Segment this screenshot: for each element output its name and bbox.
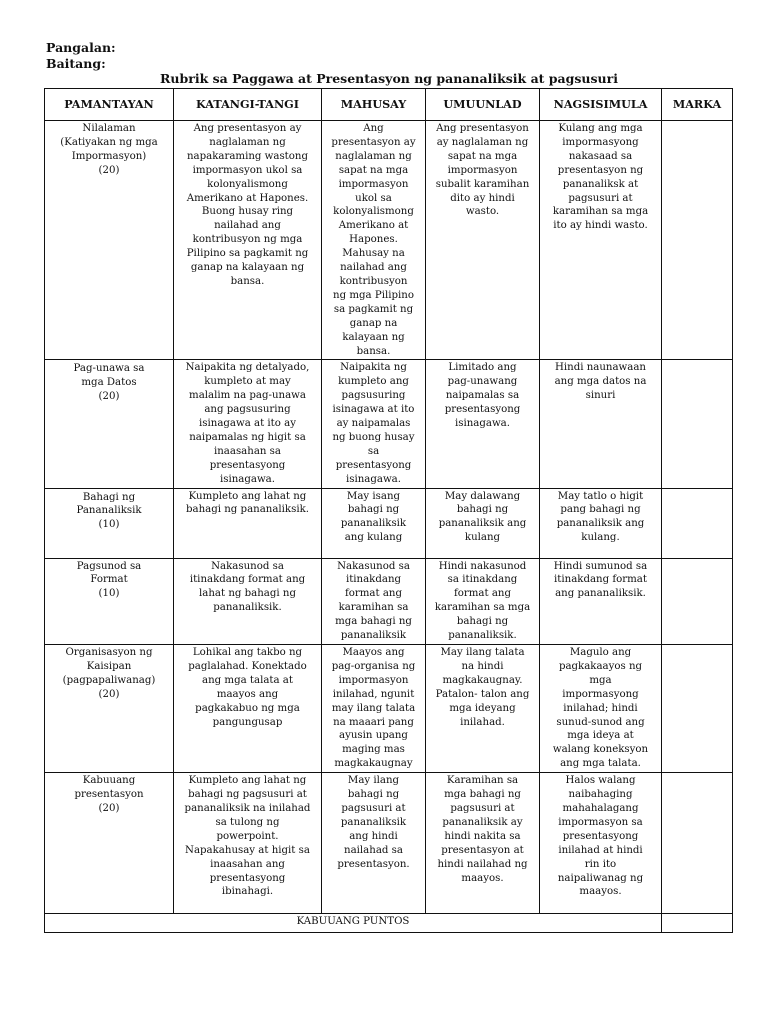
rubric-cell bbox=[426, 488, 540, 558]
rubric-cell bbox=[174, 121, 322, 360]
rubric-cell bbox=[426, 645, 540, 773]
criterion-cell bbox=[45, 645, 174, 773]
col-header-umuunlad: UMUUNLAD bbox=[426, 89, 540, 121]
cell-text: May dalawang bahagi ng pananaliksik ang kulang bbox=[438, 490, 527, 544]
cell-text: May ilang bahagi ng pagsusuri at pananaliksik ang hindi nailahad sa presentasyon. bbox=[337, 775, 410, 870]
score-cell[interactable] bbox=[662, 558, 733, 644]
criterion-cell bbox=[45, 773, 174, 914]
cell-text: Ang presentasyon ay naglalaman ng sapat na mga impormasyon ukol sa kolonyalismong Amerikano at Hapones. Mahusay na nailahad ang kontribusyon ng mga Pilipino sa pagkamit ng ganap na kalayaan ng bansa. bbox=[331, 123, 416, 357]
header-row bbox=[45, 89, 733, 121]
cell-text: Karamihan sa mga bahagi ng pagsusuri at pananaliksik ay hindi nakita sa presentasyon at hindi nailahad ng maayos. bbox=[437, 775, 528, 884]
cell-text: May tatlo o higit pang bahagi ng pananaliksik ang kulang. bbox=[556, 490, 645, 544]
criterion-text: Bahagi ng Pananaliksik (10) bbox=[76, 491, 142, 531]
cell-text: Hindi sumunod sa itinakdang format ang pananaliksik. bbox=[553, 560, 648, 600]
rubric-cell bbox=[540, 121, 662, 360]
rubric-table bbox=[44, 88, 733, 933]
criterion-text: Organisasyon ng Kaisipan (pagpapaliwanag) (20) bbox=[62, 647, 156, 700]
rubric-cell bbox=[322, 773, 426, 914]
total-score-cell[interactable] bbox=[662, 914, 733, 933]
cell-text: Maayos ang pag-organisa ng impormasyon inilahad, ngunit may ilang talata na maaari pang ayusin upang maging mas magkakaugnay bbox=[331, 647, 416, 770]
cell-text: Naipakita ng kumpleto ang pagsusuring isinagawa at ito ay naipamalas ng buong husay sa presentasyong isinagawa. bbox=[332, 362, 415, 485]
rubric-cell bbox=[426, 360, 540, 488]
score-cell[interactable] bbox=[662, 360, 733, 488]
rubric-title: Rubrik sa Paggawa at Presentasyon ng pananaliksik at pagsusuri bbox=[160, 71, 618, 86]
table-row bbox=[45, 645, 733, 773]
cell-text: Hindi naunawaan ang mga datos na sinuri bbox=[554, 362, 647, 402]
cell-text: Nakasunod sa itinakdang format ang karamihan sa mga bahagi ng pananaliksik bbox=[335, 560, 412, 642]
cell-text: Nakasunod sa itinakdang format ang lahat ng bahagi ng pananaliksik. bbox=[189, 560, 306, 614]
rubric-cell bbox=[174, 558, 322, 644]
score-cell[interactable] bbox=[662, 645, 733, 773]
grade-label: Baitang: bbox=[46, 56, 106, 71]
criterion-cell bbox=[45, 121, 174, 360]
cell-text: Naipakita ng detalyado, kumpleto at may malalim na pag-unawa ang pagsusuring isinagawa at ito ay naipamalas ng higit sa inaasahan sa presentasyong isinagawa. bbox=[185, 362, 310, 485]
rubric-cell bbox=[322, 121, 426, 360]
rubric-cell bbox=[540, 645, 662, 773]
score-cell[interactable] bbox=[662, 773, 733, 914]
criterion-cell bbox=[45, 558, 174, 644]
criterion-cell bbox=[45, 488, 174, 558]
rubric-cell bbox=[540, 360, 662, 488]
col-header-nagsisimula: NAGSISIMULA bbox=[540, 89, 662, 121]
cell-text: Lohikal ang takbo ng paglalahad. Konektado ang mga talata at maayos ang pagkakabuo ng mga pangungusap bbox=[188, 647, 307, 728]
cell-text: Ang presentasyon ay naglalaman ng sapat na mga impormasyon subalit karamihan dito ay hindi wasto. bbox=[435, 123, 530, 218]
criterion-cell bbox=[45, 360, 174, 488]
table-row bbox=[45, 488, 733, 558]
cell-text: Hindi nakasunod sa itinakdang format ang karamihan sa mga bahagi ng pananaliksik. bbox=[434, 560, 531, 642]
score-cell[interactable] bbox=[662, 121, 733, 360]
col-header-katangi-tangi: KATANGI-TANGI bbox=[174, 89, 322, 121]
cell-text: Limitado ang pag-unawang naipamalas sa presentasyong isinagawa. bbox=[444, 362, 521, 430]
col-header-mahusay: MAHUSAY bbox=[322, 89, 426, 121]
rubric-cell bbox=[322, 360, 426, 488]
rubric-cell bbox=[322, 645, 426, 773]
criterion-text: Pagsunod sa Format (10) bbox=[76, 560, 142, 600]
name-label: Pangalan: bbox=[46, 40, 116, 55]
cell-text: May ilang talata na hindi magkakaugnay. Patalon- talon ang mga ideyang inilahad. bbox=[435, 647, 530, 728]
total-points-label: KABUUANG PUNTOS bbox=[45, 914, 662, 933]
cell-text: Kumpleto ang lahat ng bahagi ng pagsusuri at pananaliksik na inilahad sa tulong ng powerpoint. Napakahusay at higit sa inaasahan ang presentasyong ibinahagi. bbox=[184, 775, 311, 898]
rubric-cell bbox=[322, 558, 426, 644]
table-row bbox=[45, 121, 733, 360]
cell-text: May isang bahagi ng pananaliksik ang kulang bbox=[340, 490, 407, 544]
col-header-pamantayan: PAMANTAYAN bbox=[45, 89, 174, 121]
rubric-cell bbox=[174, 360, 322, 488]
col-header-marka: MARKA bbox=[662, 89, 733, 121]
rubric-cell bbox=[540, 773, 662, 914]
rubric-cell bbox=[540, 488, 662, 558]
rubric-cell bbox=[426, 773, 540, 914]
rubric-cell bbox=[540, 558, 662, 644]
cell-text: Halos walang naibahaging mahahalagang impormasyon sa presentasyong inilahad at hindi rin ito naipaliwanag ng maayos. bbox=[557, 775, 644, 898]
table-row bbox=[45, 360, 733, 488]
cell-text: Magulo ang pagkakaayos ng mga impormasyong inilahad; hindi sunud-sunod ang mga ideya at walang koneksyon ang mga talata. bbox=[552, 647, 649, 770]
criterion-text: Kabuuang presentasyon (20) bbox=[74, 775, 144, 814]
criterion-text: Nilalaman (Katiyakan ng mga Impormasyon) (20) bbox=[60, 123, 158, 176]
cell-text: Kulang ang mga impormasyong nakasaad sa presentasyon ng pananaliksk at pagsusuri at karamihan sa mga ito ay hindi wasto. bbox=[552, 123, 649, 232]
table-row bbox=[45, 773, 733, 914]
cell-text: Ang presentasyon ay naglalaman ng napakaraming wastong impormasyon ukol sa kolonyalismong Amerikano at Hapones. Buong husay ring nailahad ang kontribusyon ng mga Pilipino sa pagkamit ng ganap na kalayaan ng bansa. bbox=[186, 123, 309, 287]
table-row bbox=[45, 558, 733, 644]
total-row bbox=[45, 914, 733, 933]
rubric-cell bbox=[426, 121, 540, 360]
rubric-cell bbox=[322, 488, 426, 558]
cell-text: Kumpleto ang lahat ng bahagi ng pananaliksik. bbox=[185, 490, 310, 516]
rubric-cell bbox=[174, 645, 322, 773]
score-cell[interactable] bbox=[662, 488, 733, 558]
criterion-text: Pag-unawa sa mga Datos (20) bbox=[73, 363, 145, 403]
rubric-cell bbox=[174, 773, 322, 914]
rubric-cell bbox=[426, 558, 540, 644]
rubric-cell bbox=[174, 488, 322, 558]
